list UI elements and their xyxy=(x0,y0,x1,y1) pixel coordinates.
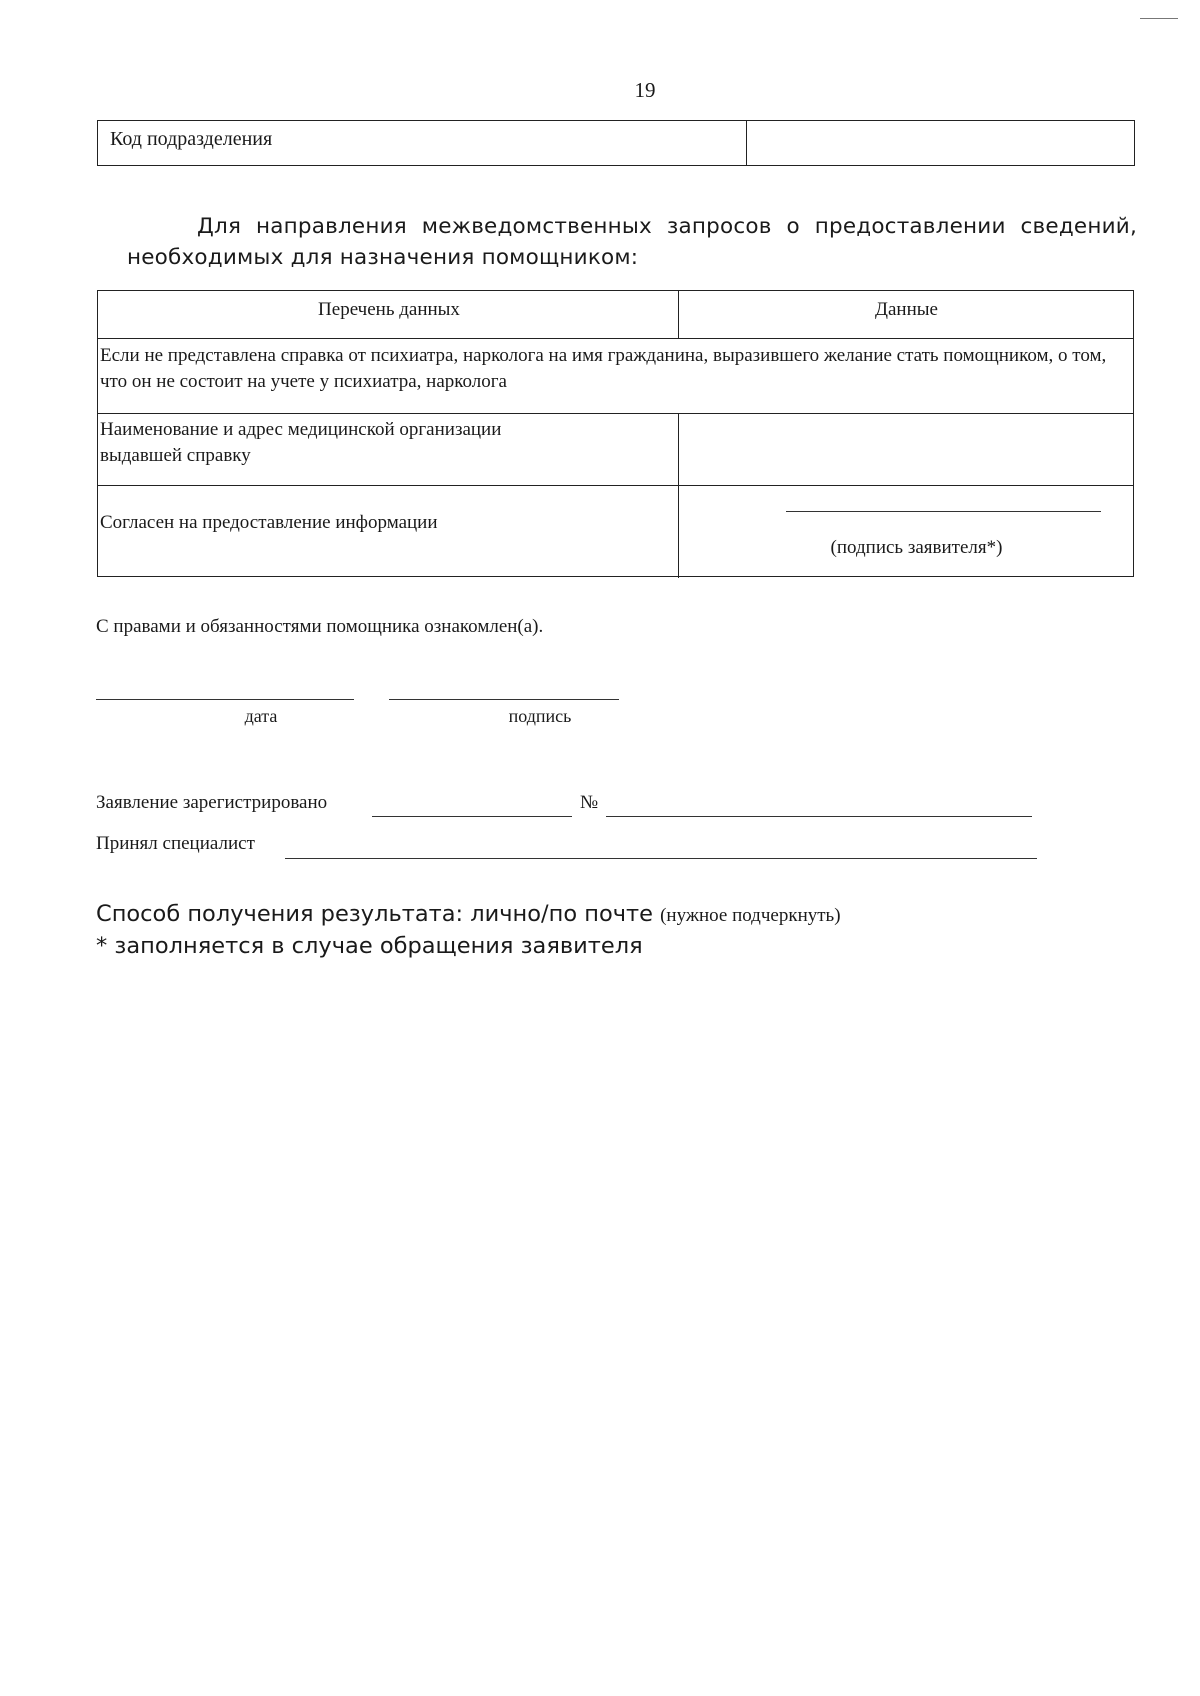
registered-label: Заявление зарегистрировано xyxy=(96,792,328,813)
result-method-text: Способ получения результата: лично/по почте xyxy=(96,901,653,927)
applicant-signature-caption: (подпись заявителя*) xyxy=(830,537,1003,558)
department-code-table xyxy=(97,120,1135,166)
medical-org-row-border xyxy=(98,485,1133,486)
signature-line[interactable] xyxy=(389,699,619,700)
signature-caption: подпись xyxy=(508,706,572,726)
registration-number-line[interactable] xyxy=(606,816,1032,817)
result-method xyxy=(96,901,841,927)
footnote: * заполняется в случае обращения заявителя xyxy=(96,933,643,959)
scan-corner-mark xyxy=(1140,18,1178,19)
merged-row-text: Если не представлена справка от психиатра, нарколога на имя гражданина, выразившего желание стать помощником, о том, что он не состоит на учете у психиатра, нарколога xyxy=(100,345,1107,392)
medical-org-field[interactable] xyxy=(682,415,1133,483)
department-code-label: Код подразделения xyxy=(110,128,273,150)
header-row-border xyxy=(98,338,1133,339)
consent-label: Согласен на предоставление информации xyxy=(100,512,438,533)
specialist-line[interactable] xyxy=(285,858,1037,859)
registration-number-label: № xyxy=(580,792,599,813)
acknowledgement-text: С правами и обязанностями помощника ознакомлен(а). xyxy=(96,616,544,637)
merged-row-border xyxy=(98,413,1133,414)
department-code-divider xyxy=(746,121,747,165)
date-caption: дата xyxy=(244,706,278,726)
intro-paragraph: Для направления межведомственных запросов о предоставлении сведений, необходимых для назначения помощником: xyxy=(127,214,1137,270)
header-data-list: Перечень данных xyxy=(318,299,460,320)
medical-org-label-line2: выдавшей справку xyxy=(100,445,251,466)
specialist-label: Принял специалист xyxy=(96,833,255,854)
date-line[interactable] xyxy=(96,699,354,700)
header-data: Данные xyxy=(875,299,938,320)
page-number: 19 xyxy=(634,78,656,102)
result-method-note: (нужное подчеркнуть) xyxy=(660,905,841,926)
data-table xyxy=(97,290,1134,577)
department-code-field[interactable] xyxy=(750,121,1134,165)
medical-org-label-line1: Наименование и адрес медицинской организации xyxy=(100,419,502,440)
column-divider-row1 xyxy=(678,413,679,578)
applicant-signature-line[interactable] xyxy=(786,511,1101,512)
column-divider-header xyxy=(678,291,679,338)
registered-date-line[interactable] xyxy=(372,816,572,817)
